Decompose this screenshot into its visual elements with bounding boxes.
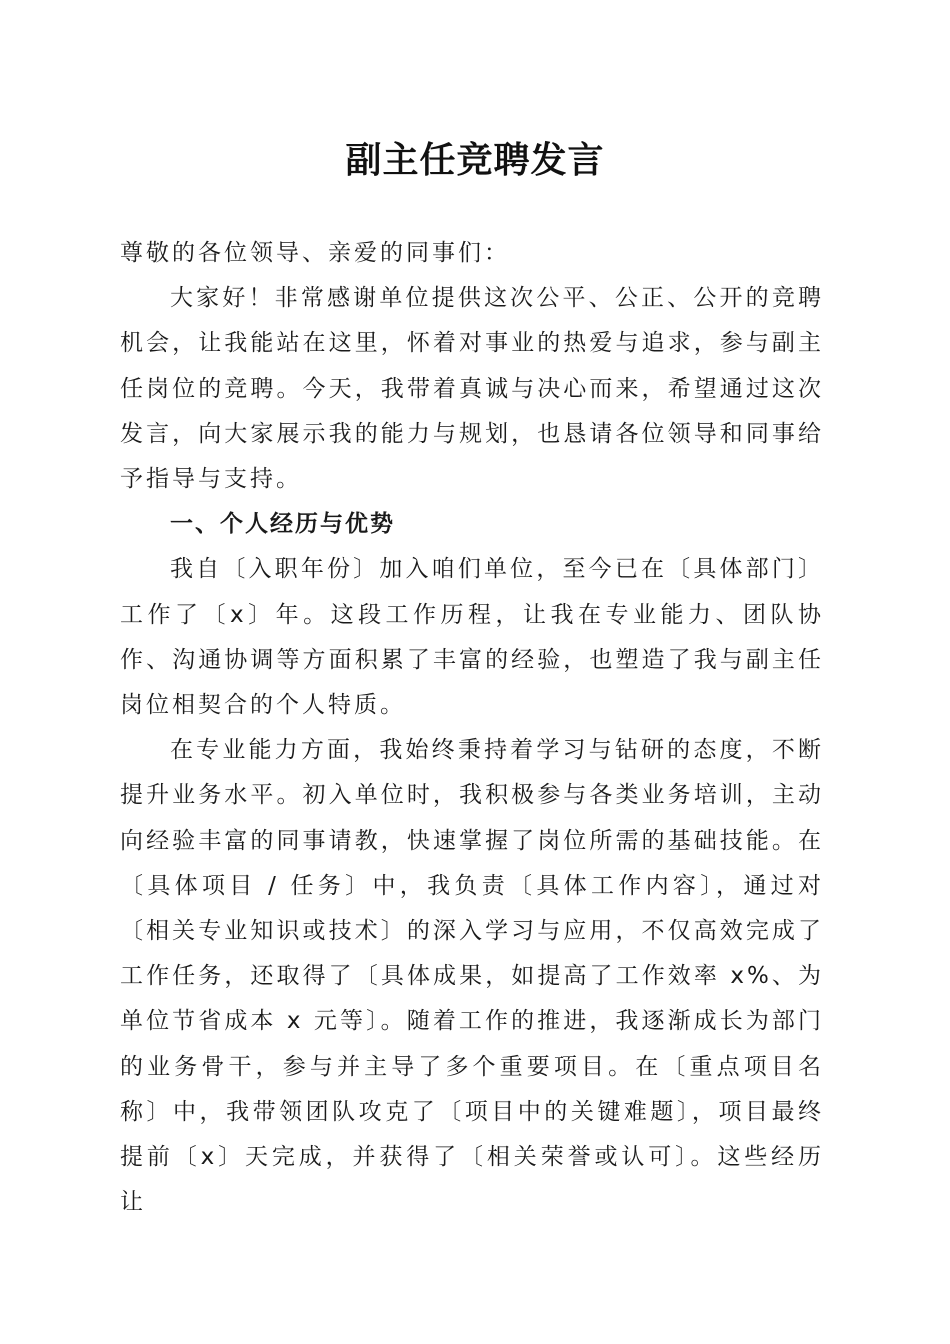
opening-paragraph: 大家好！非常感谢单位提供这次公平、公正、公开的竞聘机会，让我能站在这里，怀着对事业的热爱与追求，参与副主任岗位的竞聘。今天，我带着真诚与决心而来，希望通过这次发言，向大家展示我的能力与规划，也恳请各位领导和同事给予指导与支持。 (120, 285, 824, 493)
page-title: 副主任竞聘发言 (345, 139, 605, 181)
document-body (120, 231, 824, 1225)
body-paragraph: 在专业能力方面，我始终秉持着学习与钻研的态度，不断提升业务水平。初入单位时，我积极参与各类业务培训，主动向经验丰富的同事请教，快速掌握了岗位所需的基础技能。在〔具体项目 / 任务〕中，我负责〔具体工作内容〕，通过对〔相关专业知识或技术〕的深入学习与应用，不仅高效完成了工作任务，还取得了〔具体成果，如提高了工作效率 x%、为单位节省成本 x 元等〕。随着工作的推进，我逐渐成长为部门的业务骨干，参与并主导了多个重要项目。在〔重点项目名称〕中，我带领团队攻克了〔项目中的关键难题〕，项目最终提前〔x〕天完成，并获得了〔相关荣誉或认可〕。这些经历让 (120, 737, 824, 1216)
body-paragraph: 我自〔入职年份〕加入咱们单位，至今已在〔具体部门〕工作了〔x〕年。这段工作历程，让我在专业能力、团队协作、沟通协调等方面积累了丰富的经验，也塑造了我与副主任岗位相契合的个人特质。 (120, 556, 824, 719)
section-heading: 一、个人经历与优势 (170, 511, 395, 538)
salutation: 尊敬的各位领导、亲爱的同事们： (120, 240, 510, 266)
